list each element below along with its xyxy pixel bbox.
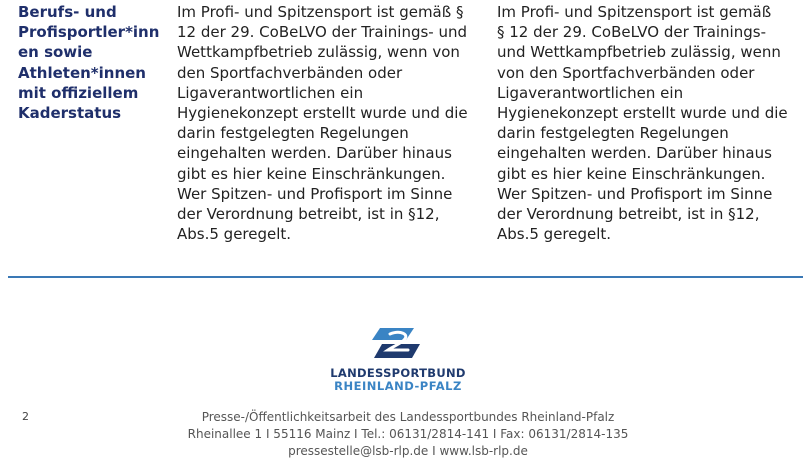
lsb-logo-icon xyxy=(370,326,426,360)
footer-line-organisation: Presse-/Öffentlichkeitsarbeit des Landessportbundes Rheinland-Pfalz xyxy=(201,410,615,424)
section-divider xyxy=(8,276,803,278)
row-label-kaderstatus: Berufs- und Profisportler*inn en sowie Athleten*innen mit offiziellem Kaderstatus xyxy=(18,3,160,123)
logo-title: LANDESSPORTBUND xyxy=(330,366,466,380)
footer-line-address: Rheinallee 1 I 55116 Mainz I Tel.: 06131/2814-141 I Fax: 06131/2814-135 xyxy=(187,427,629,441)
footer-line-contact: pressestelle@lsb-rlp.de I www.lsb-rlp.de xyxy=(288,444,528,458)
logo-subtitle: RHEINLAND-PFALZ xyxy=(334,379,462,393)
page-number: 2 xyxy=(22,410,29,423)
table-cell-right: Im Profi- und Spitzensport ist gemäß § 12 der 29. CoBeLVO der Trainings- und Wettkampfbetrieb zulässig, wenn von den Sportfachverbänden oder Ligaverantwortlichen ein Hygienekonzept erstellt wurde und die darin festgelegten Regelungen eingehalten werden. Darüber hinaus gibt es hier keine Einschränkungen. Wer Spitzen- und Profisport im Sinne der Verordnung betreibt, ist in §12, Abs.5 geregelt. xyxy=(497,3,788,244)
table-cell-left: Im Profi- und Spitzensport ist gemäß § 12 der 29. CoBeLVO der Trainings- und Wettkampfbetrieb zulässig, wenn von den Sportfachverbänden oder Ligaverantwortlichen ein Hygienekonzept erstellt wurde und die darin festgelegten Regelungen eingehalten werden. Darüber hinaus gibt es hier keine Einschränkungen. Wer Spitzen- und Profisport im Sinne der Verordnung betreibt, ist in §12, Abs.5 geregelt. xyxy=(177,3,468,244)
